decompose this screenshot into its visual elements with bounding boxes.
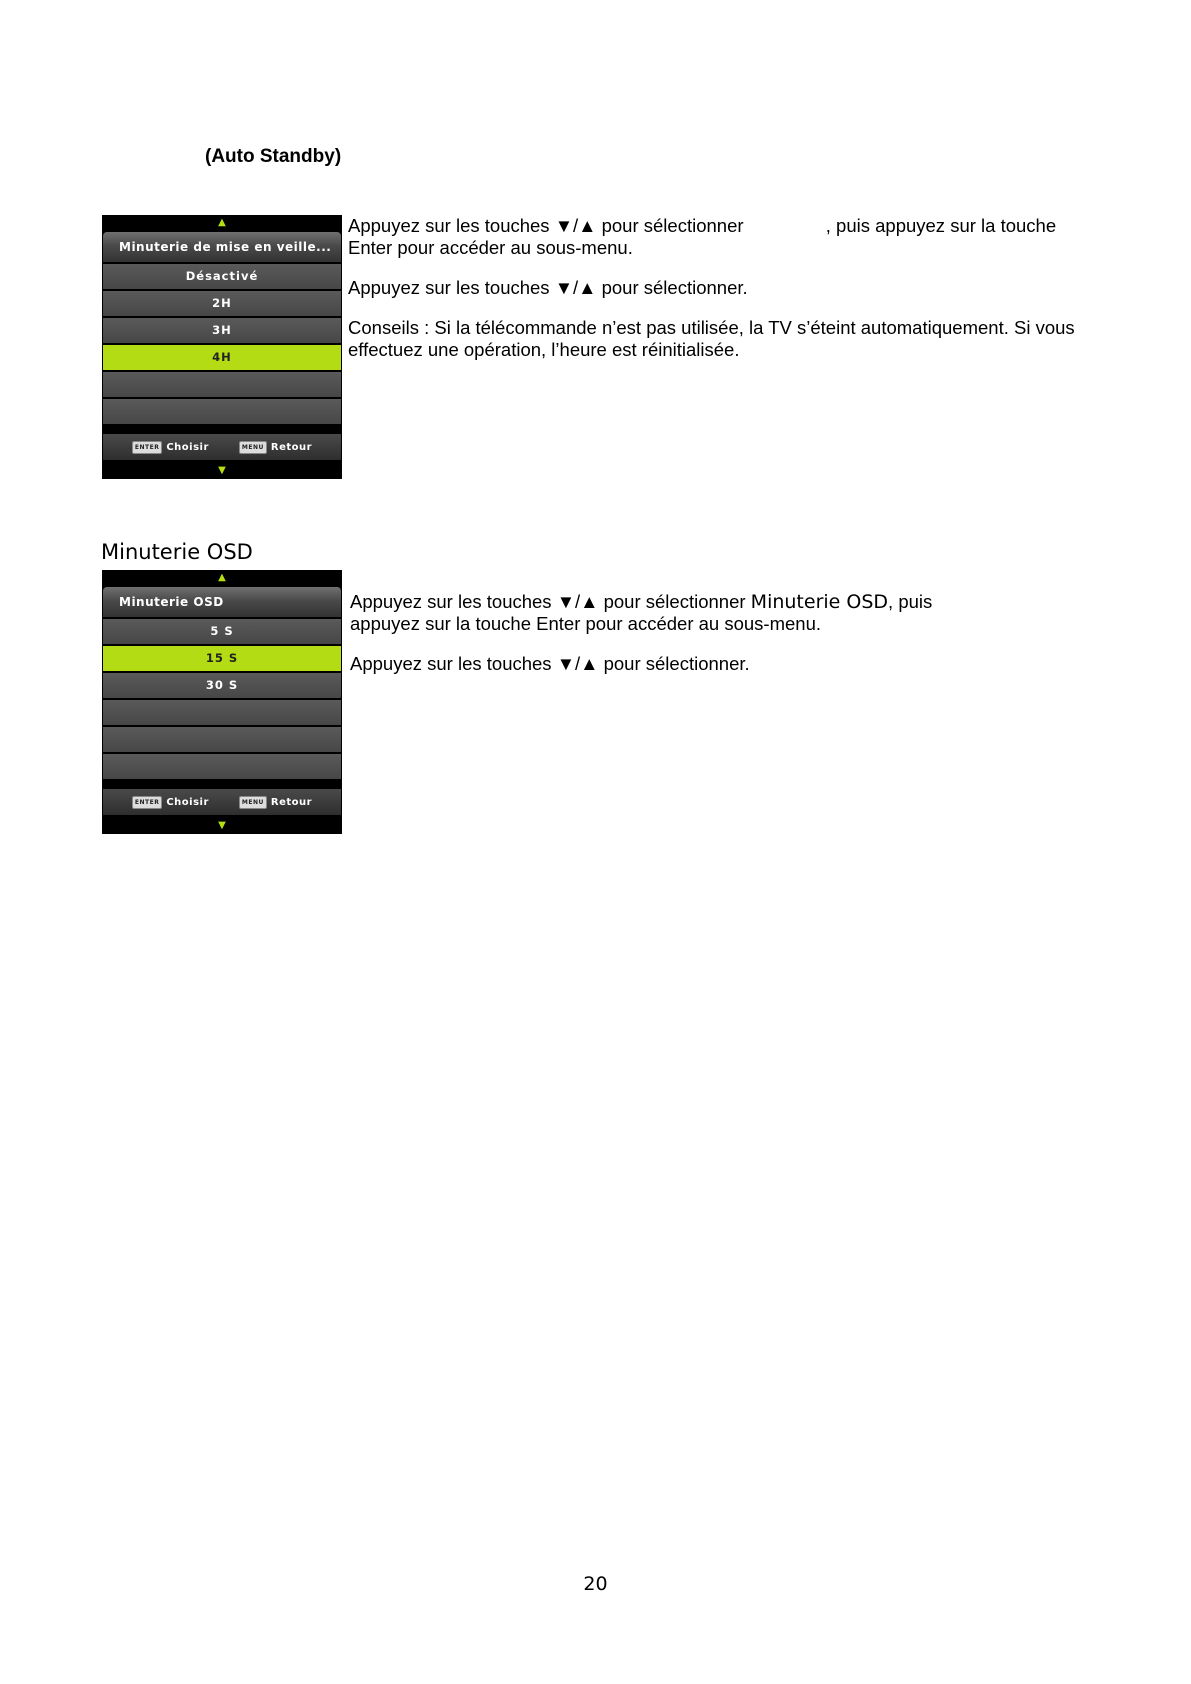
- arrow-down-icon: ▼: [218, 465, 226, 476]
- section2-text: [350, 591, 990, 675]
- arrow-up-icon: ▲: [218, 217, 226, 228]
- instruction-paragraph: Appuyez sur les touches ▼/▲ pour sélectionner , puis appuyez sur la touche Enter pour accéder au sous-menu.: [348, 215, 1062, 258]
- instruction-paragraph: [350, 591, 990, 635]
- osd-hint-back: [239, 441, 312, 454]
- osd-menu-item-empty: [103, 727, 341, 752]
- enter-key-icon: ENTER: [132, 796, 162, 809]
- osd-menu-title: Minuterie OSD: [103, 587, 341, 617]
- osd-hint-choose: [132, 796, 209, 809]
- instruction-paragraph: Appuyez sur les touches ▼/▲ pour sélectionner.: [348, 277, 748, 298]
- osd-hint-back-label: Retour: [270, 796, 313, 808]
- osd-menu-item[interactable]: 3H: [103, 318, 341, 343]
- section-heading-auto-standby: (Auto Standby): [205, 146, 342, 167]
- section-heading-osd-timer: Minuterie OSD: [101, 540, 253, 564]
- osd-hint-back-label: Retour: [270, 441, 313, 453]
- menu-name-emphasis: Minuterie OSD: [750, 591, 889, 613]
- osd-menu-item-empty: [103, 399, 341, 424]
- section1-text: [348, 215, 1088, 361]
- enter-key-icon: ENTER: [132, 441, 162, 454]
- instruction-text: , puis appuyez sur la touche Enter pour accéder au sous-menu.: [350, 591, 933, 634]
- osd-menu-footer: [103, 434, 341, 460]
- osd-menu-list: [103, 264, 341, 426]
- osd-menu-item-empty: [103, 372, 341, 397]
- osd-menu-sleep-timer: [102, 215, 342, 479]
- instruction-paragraph: Appuyez sur les touches ▼/▲ pour sélectionner.: [350, 653, 750, 674]
- menu-key-icon: MENU: [239, 441, 267, 454]
- arrow-up-icon: ▲: [218, 572, 226, 583]
- osd-menu-item[interactable]: 4H: [103, 345, 341, 370]
- arrow-down-icon: ▼: [218, 820, 226, 831]
- osd-menu-item[interactable]: Désactivé: [103, 264, 341, 289]
- osd-menu-item[interactable]: 30 S: [103, 673, 341, 698]
- osd-menu-item[interactable]: 2H: [103, 291, 341, 316]
- osd-menu-osd-timer: [102, 570, 342, 834]
- osd-menu-item-empty: [103, 700, 341, 725]
- osd-menu-item[interactable]: 5 S: [103, 619, 341, 644]
- osd-menu-item-empty: [103, 754, 341, 779]
- tips-paragraph: Conseils : Si la télécommande n’est pas utilisée, la TV s’éteint automatiquement. Si vous effectuez une opération, l’heure est réinitialisée.: [348, 317, 1075, 360]
- instruction-text: Appuyez sur les touches ▼/▲ pour sélectionner: [350, 591, 751, 612]
- osd-menu-footer: [103, 789, 341, 815]
- page-number: 20: [583, 1573, 608, 1595]
- osd-menu-item[interactable]: 15 S: [103, 646, 341, 671]
- osd-hint-choose-label: Choisir: [166, 796, 209, 808]
- osd-hint-choose: [132, 441, 209, 454]
- osd-hint-back: [239, 796, 312, 809]
- menu-key-icon: MENU: [239, 796, 267, 809]
- osd-menu-list: [103, 619, 341, 781]
- osd-menu-title: Minuterie de mise en veille...: [103, 232, 341, 262]
- osd-hint-choose-label: Choisir: [166, 441, 209, 453]
